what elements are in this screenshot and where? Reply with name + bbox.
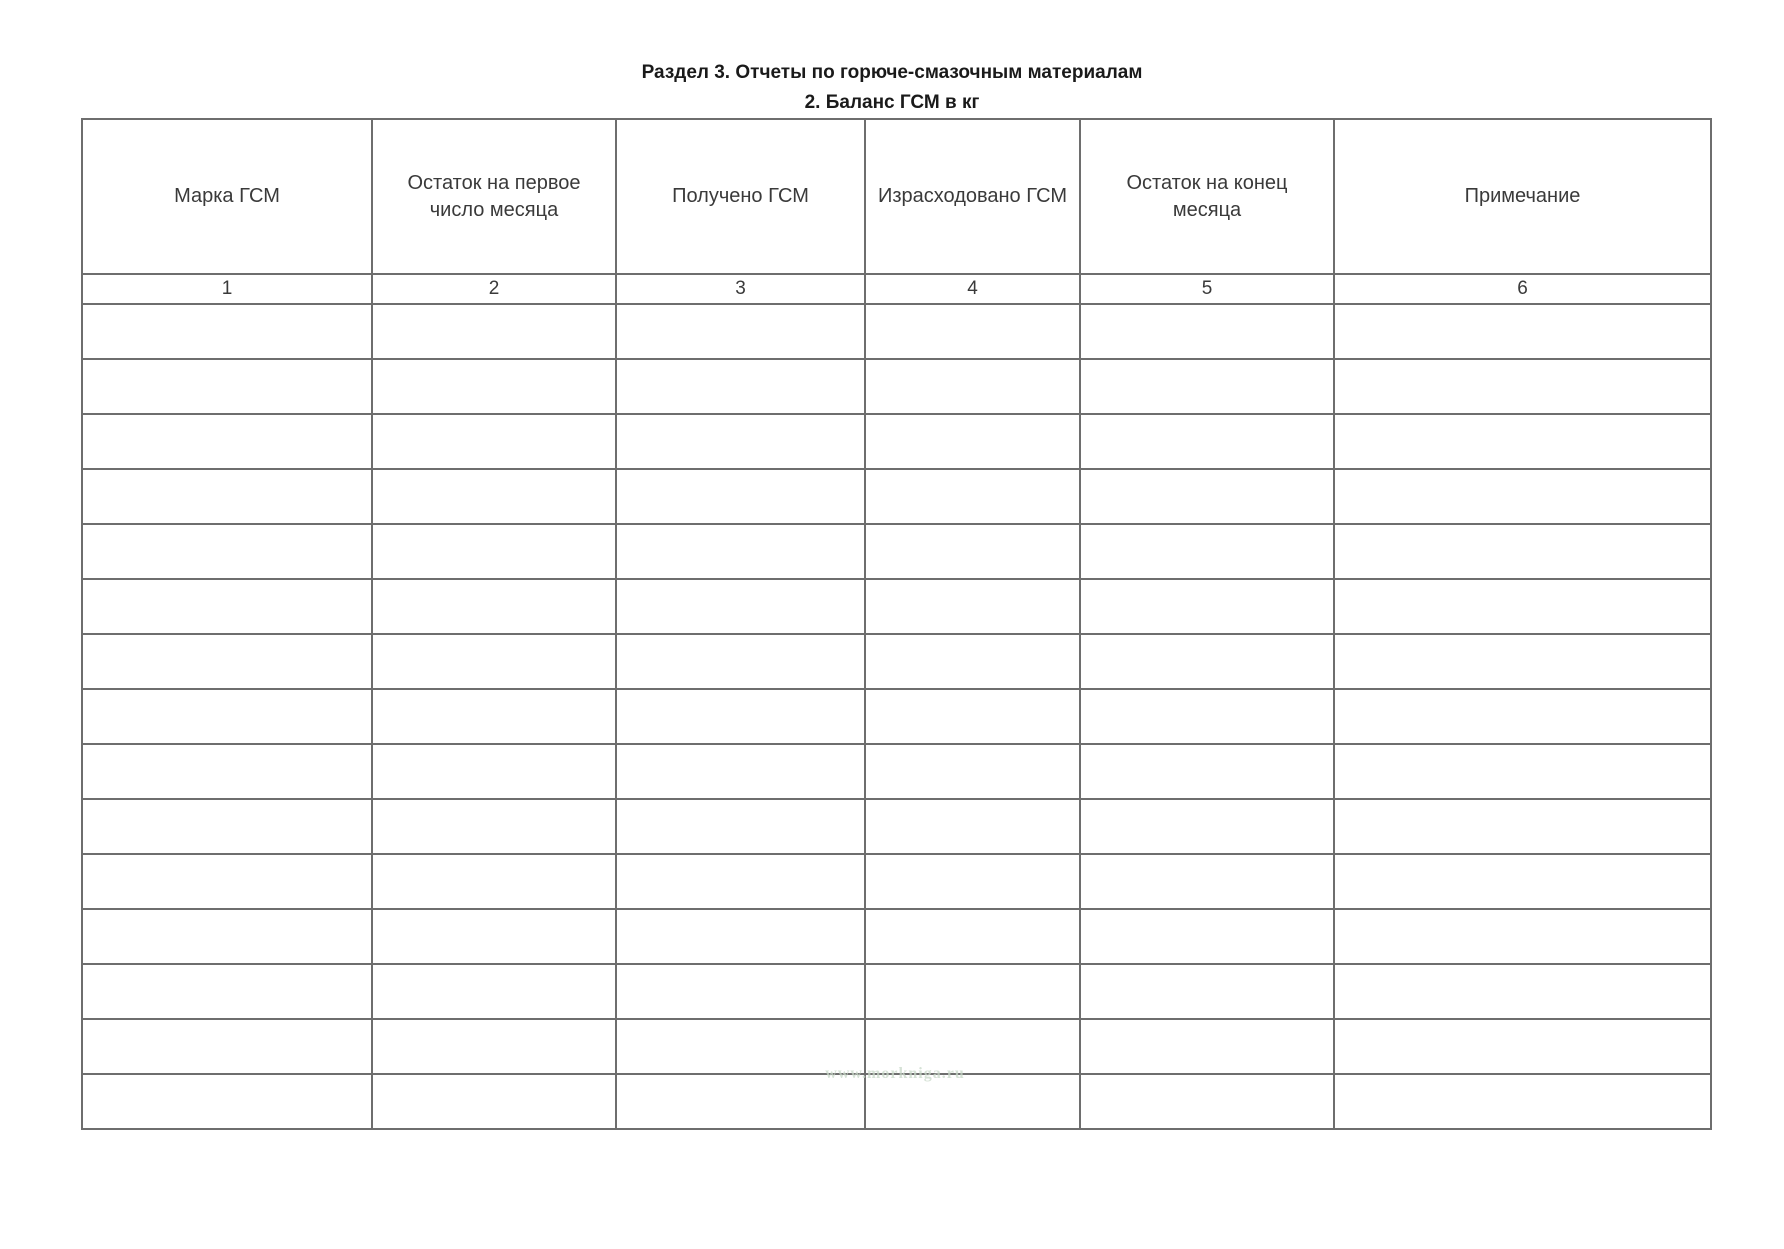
table-cell: [616, 359, 865, 414]
table-cell: [616, 964, 865, 1019]
table-row: [82, 634, 1711, 689]
table-cell: [1334, 1019, 1711, 1074]
table-cell: [372, 579, 616, 634]
table-cell: [865, 359, 1080, 414]
table-row: [82, 744, 1711, 799]
table-row: [82, 689, 1711, 744]
table-cell: [1334, 359, 1711, 414]
table-cell: [1080, 469, 1334, 524]
table-cell: [865, 689, 1080, 744]
table-cell: [616, 799, 865, 854]
table-cell: [1080, 854, 1334, 909]
table-cell: [82, 414, 372, 469]
table-cell: [82, 304, 372, 359]
column-number: 6: [1334, 274, 1711, 304]
column-header-consumed: Израсходовано ГСМ: [865, 119, 1080, 274]
table-cell: [372, 689, 616, 744]
table-row: [82, 854, 1711, 909]
table-cell: [372, 909, 616, 964]
table-cell: [865, 909, 1080, 964]
table-cell: [372, 964, 616, 1019]
table-cell: [1080, 689, 1334, 744]
table-row: [82, 579, 1711, 634]
table-cell: [82, 854, 372, 909]
page-title: Раздел 3. Отчеты по горюче-смазочным материалам: [641, 62, 1143, 83]
column-number: 3: [616, 274, 865, 304]
table-cell: [372, 744, 616, 799]
table-row: [82, 304, 1711, 359]
table-cell: [1334, 854, 1711, 909]
column-number-row: [82, 274, 1711, 304]
table-cell: [865, 469, 1080, 524]
table-cell: [82, 359, 372, 414]
table-cell: [616, 634, 865, 689]
table-cell: [1334, 964, 1711, 1019]
table-row: [82, 524, 1711, 579]
table-cell: [865, 744, 1080, 799]
table-cell: [1334, 634, 1711, 689]
table-cell: [1080, 414, 1334, 469]
table-cell: [1334, 689, 1711, 744]
table-body: [82, 304, 1711, 1129]
table-cell: [616, 579, 865, 634]
table-cell: [616, 469, 865, 524]
table-cell: [1080, 799, 1334, 854]
column-header-closing-balance-text: Остаток на конец месяца: [1126, 171, 1288, 221]
table-row: [82, 964, 1711, 1019]
table-cell: [1334, 744, 1711, 799]
table-cell: [1334, 524, 1711, 579]
table-cell: [1334, 414, 1711, 469]
column-number: 5: [1080, 274, 1334, 304]
table-cell: [372, 1019, 616, 1074]
table-cell: [82, 1019, 372, 1074]
table-cell: [372, 1074, 616, 1129]
table-cell: [82, 524, 372, 579]
table-cell: [1080, 579, 1334, 634]
table-row: [82, 414, 1711, 469]
table-row: [82, 799, 1711, 854]
table-cell: [865, 799, 1080, 854]
table-cell: [865, 304, 1080, 359]
table-cell: [82, 744, 372, 799]
table-cell: [372, 469, 616, 524]
table-cell: [1334, 304, 1711, 359]
table-cell: [616, 524, 865, 579]
table-cell: [616, 689, 865, 744]
table-cell: [1334, 1074, 1711, 1129]
table-cell: [1334, 579, 1711, 634]
column-number: 1: [82, 274, 372, 304]
page-subtitle: 2. Баланс ГСМ в кг: [804, 92, 980, 113]
table-cell: [372, 524, 616, 579]
table-cell: [1080, 964, 1334, 1019]
table-cell: [616, 414, 865, 469]
table-row: [82, 469, 1711, 524]
table-cell: [616, 854, 865, 909]
table-cell: [372, 414, 616, 469]
column-header-fuel-grade: Марка ГСМ: [82, 119, 372, 274]
table-cell: [1080, 634, 1334, 689]
watermark-text: www.morkniga.ru: [825, 1065, 965, 1082]
table-cell: [372, 634, 616, 689]
table-cell: [82, 469, 372, 524]
column-number: 4: [865, 274, 1080, 304]
table-cell: [865, 414, 1080, 469]
table-cell: [1080, 744, 1334, 799]
table-cell: [372, 799, 616, 854]
table-cell: [616, 909, 865, 964]
table-row: [82, 909, 1711, 964]
table-cell: [1334, 909, 1711, 964]
column-header-note: Примечание: [1334, 119, 1711, 274]
column-header-opening-balance-text: Остаток на первое число месяца: [407, 171, 581, 221]
column-header-opening-balance: [372, 119, 616, 274]
table-cell: [82, 689, 372, 744]
table-cell: [865, 964, 1080, 1019]
table-cell: [82, 799, 372, 854]
table-cell: [616, 304, 865, 359]
table-cell: [865, 634, 1080, 689]
table-cell: [82, 634, 372, 689]
column-header-closing-balance: [1080, 119, 1334, 274]
fuel-balance-table: [81, 118, 1712, 1130]
table-cell: [82, 964, 372, 1019]
table-cell: [82, 1074, 372, 1129]
column-header-received: Получено ГСМ: [616, 119, 865, 274]
table-cell: [1080, 909, 1334, 964]
column-number: 2: [372, 274, 616, 304]
table-cell: [1334, 469, 1711, 524]
table-cell: [372, 854, 616, 909]
table-cell: [372, 304, 616, 359]
table-cell: [865, 579, 1080, 634]
table-row: [82, 359, 1711, 414]
table-cell: [865, 524, 1080, 579]
table-cell: [82, 909, 372, 964]
table-cell: [1080, 1074, 1334, 1129]
table-cell: [1080, 359, 1334, 414]
table-cell: [82, 579, 372, 634]
table-cell: [1080, 1019, 1334, 1074]
table-cell: [616, 744, 865, 799]
table-cell: [1080, 524, 1334, 579]
table-cell: [865, 854, 1080, 909]
table-cell: [372, 359, 616, 414]
table-header-row: [82, 119, 1711, 274]
table-cell: [1334, 799, 1711, 854]
table-cell: [1080, 304, 1334, 359]
